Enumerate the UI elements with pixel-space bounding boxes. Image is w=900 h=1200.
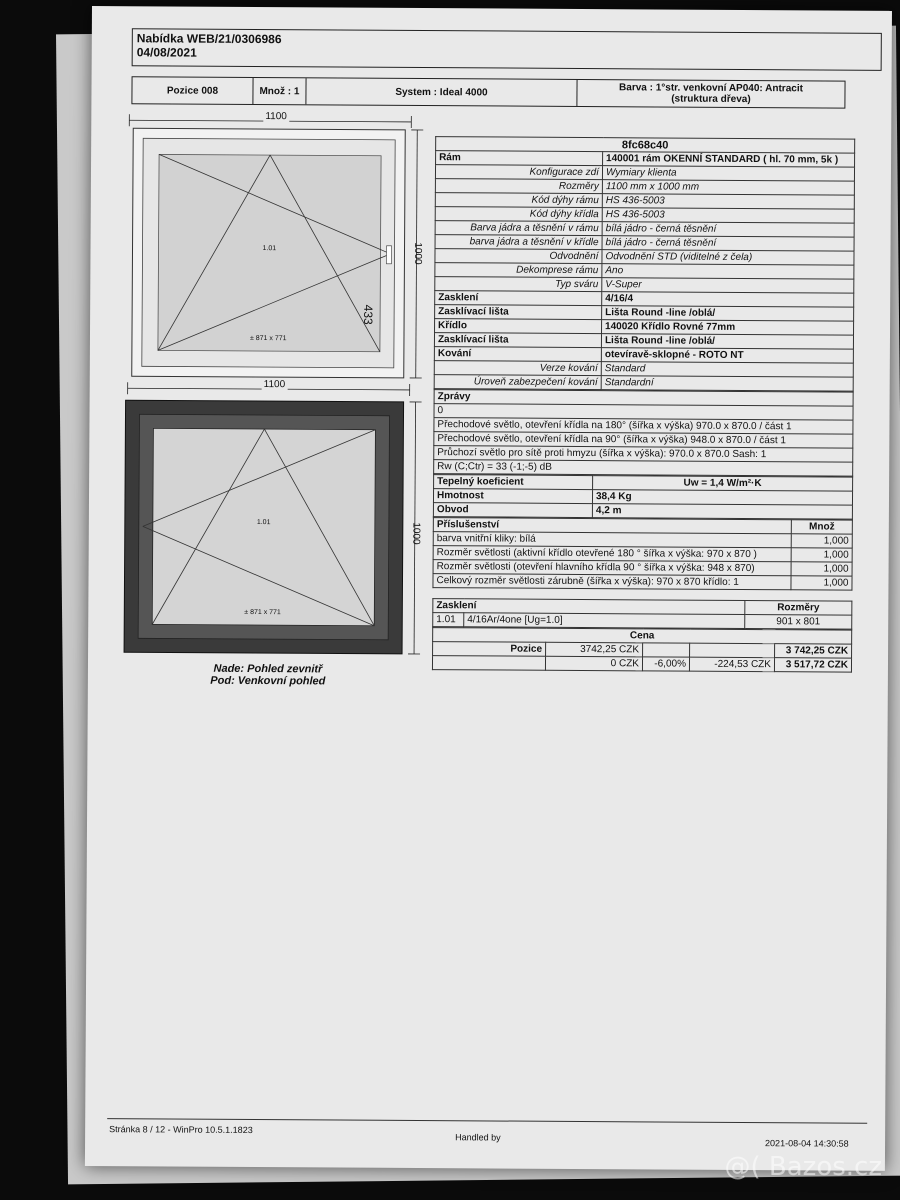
messages-title: Zprávy [434,390,853,407]
spec-row-value: 1100 mm x 1000 mm [602,180,854,196]
quantity-label: Množ : 1 [253,78,306,104]
spec-row-label: Křídlo [435,319,602,334]
spec-row-value: 4/16/4 [602,292,854,308]
spec-row-label: Typ sváru [435,277,602,292]
position-label: Pozice 008 [132,77,253,104]
accessory-text: Rozměr světlosti (aktivní křídlo otevřené 180 ° šířka x výška: 970 x 870 ) [433,546,791,562]
position-bar [131,76,845,108]
message-text: Průchozí světlo pro sítě proti hmyzu (šířka x výška): 970.0 x 870.0 Sash: 1 [434,446,853,463]
spec-row-value: Wymiary klienta [602,166,854,182]
thermal-label: Obvod [433,503,592,518]
glass-id-bottom: 1.01 [256,519,271,527]
offer-title: Nabídka WEB/21/0306986 [136,31,282,47]
price-base-total: 3 742,25 CZK [775,644,852,658]
spec-row-value: otevíravě-sklopné - ROTO NT [601,348,853,364]
spec-row-label: Rozměry [435,179,602,194]
height-label-bottom: 1000 [410,522,422,545]
glass-dim-bottom: ± 871 x 771 [244,608,281,617]
spec-row-label: Zasklení [435,291,602,306]
bazos-watermark: @( Bazos.cz [724,1152,882,1182]
price-final: 3 517,72 CZK [774,658,851,672]
footer-rule [107,1118,867,1124]
color-label: Barva : 1°str. venkovní AP040: Antracit (struktura dřeva) [619,82,803,106]
thermal-table [433,474,853,520]
glass-id-top: 1.01 [262,245,277,253]
price-row-label: Pozice [433,642,546,657]
accessories-qty-header: Množ [791,520,852,534]
spec-row-label: Barva jádra a těsnění v rámu [435,221,602,236]
spec-row-value: HS 436-5003 [602,194,854,210]
accessory-qty: 1,000 [791,576,852,590]
discount-amount: -224,53 CZK [689,657,774,672]
discount-percent: -6,00% [642,657,689,671]
glazing-dims-title: Rozměry [745,600,852,615]
spec-row-label: Kód dýhy křídla [435,207,602,222]
spec-row-value: Ano [602,264,854,280]
handle-height-label: 433 [361,304,376,325]
thermal-label: Tepelný koeficient [434,475,593,490]
spec-row-value: Odvodnění STD (viditelné z čela) [602,250,854,266]
footer-timestamp: 2021-08-04 14:30:58 [765,1138,849,1149]
spec-row-label: Zasklívací lišta [435,305,602,320]
message-text: Přechodové světlo, otevření křídla na 90° (šířka x výška) 948.0 x 870.0 / část 1 [434,432,853,449]
system-label: System : Ideal 4000 [306,78,577,106]
accessories-table [432,517,852,591]
spec-row-value: HS 436-5003 [602,208,854,224]
spec-row-value: Lišta Round -line /oblá/ [602,306,854,322]
discount-base: 0 CZK [545,656,642,671]
glazing-table [432,598,852,630]
spec-row-label: Konfigurace zdí [435,165,602,180]
spec-row-label: Kování [434,347,601,362]
width-label-top: 1100 [265,111,287,123]
accessories-title: Příslušenství [433,518,791,534]
glazing-dims: 901 x 801 [745,614,852,629]
price-table [432,627,852,673]
spec-row-value: V-Super [602,278,854,294]
glazing-title: Zasklení [433,599,745,615]
spec-row-value: Lišta Round -line /oblá/ [601,334,853,350]
messages-table [433,389,854,477]
message-text: Rw (C;Ctr) = 33 (-1;-5) dB [434,460,853,477]
glazing-id: 1.01 [433,613,464,627]
spec-row-label: barva jádra a těsnění v křídle [435,235,602,250]
accessory-text: barva vnitřní kliky: bílá [433,532,791,548]
spec-row-label: Odvodnění [435,249,602,264]
footer-page: Stránka 8 / 12 - WinPro 10.5.1.1823 [109,1124,253,1136]
spec-row-value: bílá jádro - černá těsnění [602,236,854,252]
glass-dim-top: ± 871 x 771 [249,334,287,343]
accessory-qty: 1,000 [791,562,852,576]
accessory-qty: 1,000 [791,548,852,562]
accessory-text: Celkový rozměr světlosti zárubně (šířka x výška): 970 x 870 křídlo: 1 [433,574,791,590]
spec-row-label: Dekomprese rámu [435,263,602,278]
price-base: 3742,25 CZK [546,642,643,657]
spec-row-value: Standard [601,362,853,378]
offer-date: 04/08/2021 [136,45,197,60]
document-header [132,28,882,71]
thermal-value: Uw = 1,4 W/m²·K [593,476,853,492]
message-text: Přechodové světlo, otevření křídla na 180° (šířka x výška) 970.0 x 870.0 / část 1 [434,418,853,435]
spec-panel [432,136,855,673]
spec-code: 8fc68c40 [436,137,855,154]
spec-row-label: Kód dýhy rámu [435,193,602,208]
spec-row-label: Zasklívací lišta [434,333,601,348]
spec-table [434,136,856,392]
width-label-middle: 1100 [263,379,286,391]
spec-row-label: Rám [436,151,603,166]
message-text: 0 [434,404,853,421]
spec-row-value: bílá jádro - černá těsnění [602,222,854,238]
thermal-value: 4,2 m [592,504,852,520]
footer-handled: Handled by [455,1132,501,1143]
spec-row-label: Úroveň zabezpečení kování [434,375,601,390]
price-title: Cena [433,628,852,645]
height-label-top: 1000 [412,242,424,265]
thermal-value: 38,4 Kg [592,490,852,506]
spec-row-value: 140020 Křídlo Rovné 77mm [602,320,854,336]
accessory-row [433,574,852,591]
spec-row-label: Verze kování [434,361,601,376]
accessory-qty: 1,000 [791,534,852,548]
glazing-spec: 4/16Ar/4one [Ug=1.0] [464,613,745,629]
spec-row-value: Standardní [601,376,853,392]
accessory-text: Rozměr světlosti (otevření hlavního křídla 90 ° šířka x výška: 948 x 870) [433,560,791,576]
document-page [85,6,892,1171]
thermal-label: Hmotnost [433,489,592,504]
spec-row-value: 140001 rám OKENNÍ STANDARD ( hl. 70 mm, 5k ) [603,152,855,168]
drawing-caption: Nade: Pohled zevnitř Pod: Venkovní pohled [210,662,326,688]
